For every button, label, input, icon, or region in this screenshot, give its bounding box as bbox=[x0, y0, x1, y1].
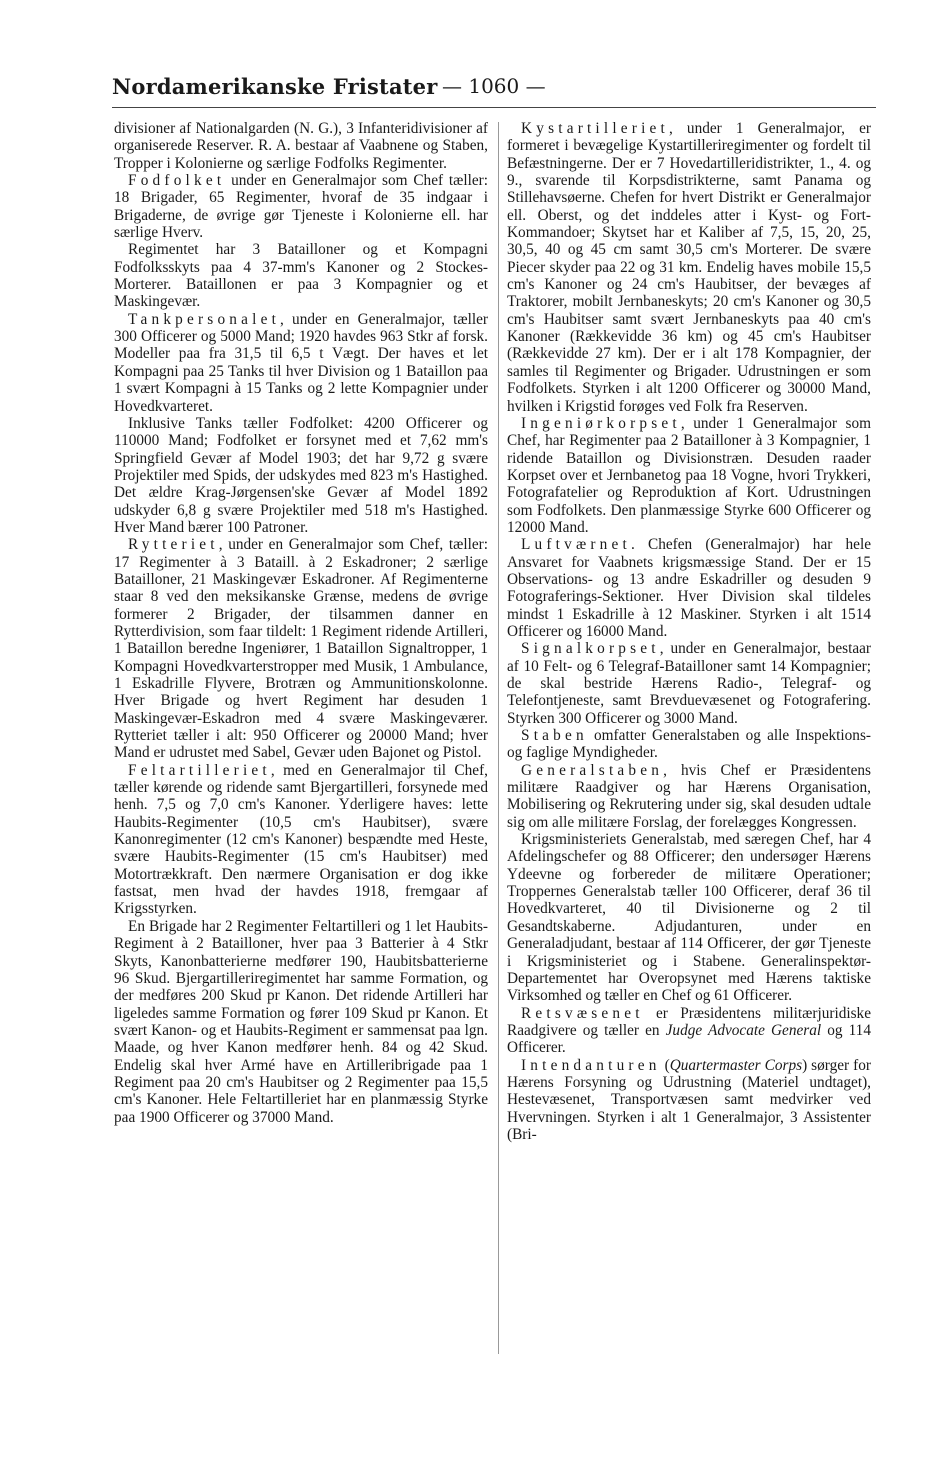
paragraph-text: , under 1 Generalmajor som Chef, har Regimenter paa 2 Batailloner à 3 Kompagnier, 1 ridende Bataillon og Divisionstræn. Desuden raader Korpset over et Jernbanetog paa 18 Vogne, hvori Trykkeri, Fotografatelier og Reproduktion af Kort. Udrustningen som Fodfolkets. Den planmæssige Styrke 600 Officerer og 12000 Mand. bbox=[507, 414, 871, 536]
right-column bbox=[507, 120, 871, 1143]
section-lead: Ingeniørkorpset bbox=[521, 414, 681, 432]
paragraph-text: under en Generalmajor som Chef tæller: 18 Brigader, 65 Regimenter, hvoraf de 35 indgaar i Brigaderne, de øvrige gør Tjeneste i Kolonierne ell. har særlige Hverv. bbox=[114, 172, 488, 242]
page-header bbox=[112, 68, 872, 108]
paragraph-text: . Chefen (Generalmajor) har hele Ansvaret for Vaabnets krigsmæssige Stand. Der er 15 Observations- og 13 andre Eskadriller og desuden 9 Fotograferings-Sektioner. Hver Division skal tildeles mindst 1 Eskadrille à 12 Maskiner. Styrken i alt 1514 Officerer og 16000 Mand. bbox=[507, 536, 871, 640]
paragraph-text: Regimentet har 3 Batailloner og et Kompagni Fodfolksskyts paa 4 37-mm's Kanoner og 2 Stockes-Morterer. Bataillonen er paa 3 Kompagnier og et Maskingevær. bbox=[114, 241, 488, 311]
paragraph-luftvaernet bbox=[507, 536, 871, 640]
section-lead: Signalkorpset bbox=[521, 640, 660, 658]
paragraph-text: omfatter Generalstaben og alle Inspektions- og faglige Myndigheder. bbox=[507, 727, 871, 762]
section-lead: Tankpersonalet bbox=[128, 310, 281, 328]
paragraph-fodfolket bbox=[114, 172, 488, 241]
paragraph-text: ) sørger for Hærens Forsyning og Udrustning (Materiel undtaget), Hestevæsenet, Transportvæsen samt medvirker ved Hvervningen. Styrken i alt 1 Generalmajor, 3 Assistenter (Bri- bbox=[507, 1056, 871, 1143]
paragraph-text: , under en Generalmajor som Chef, tæller: 17 Regimenter à 3 Bataill. à 2 Eskadroner; 2 særlige Batailloner, 21 Maskingevær Eskadroner. Af Regimenterne staar 8 ved den meksikanske Grænse, medens de øvrige formerer 2 Brigader, der tilsammen danner en Rytterdivision, som faar tildelt: 1 Regiment ridende Artilleri, 1 Bataillon beredne Ingeniører, 1 Bataillon Signaltropper, 1 Kompagni Hovedkvarterstropper med Musik, 1 Ambulance, 1 Eskadrille Flyvere, Brotræn og Ammunitionskolonne. Hver Brigade og hvert Regiment har desuden 1 Maskingevær-Eskadron med 4 svære Maskingeværer. Rytteriet tæller i alt: 950 Officerer og 20000 Mand; hver Mand er udrustet med Sabel, Gevær uden Bajonet og Pistol. bbox=[114, 536, 488, 762]
paragraph-generalstaben bbox=[507, 762, 871, 831]
section-lead: Feltartilleriet bbox=[128, 761, 271, 779]
section-lead: Intendanturen bbox=[521, 1056, 661, 1074]
paragraph-text: og 114 Officerer. bbox=[507, 1021, 871, 1057]
section-lead: Staben bbox=[521, 727, 588, 745]
paragraph-text: , under en Generalmajor, bestaar af 10 Felt- og 6 Telegraf-Batailloner samt 14 Kompagnier; de skal bestride Hærens Radio-, Telegraf- og Telefontjeneste, samt Brevduevæsenet og Fotografering. Styrken 300 Officerer og 3000 Mand. bbox=[507, 640, 871, 727]
paragraph-text: divisioner af Nationalgarden (N. G.), 3 Infanteridivisioner af organiserede Reserver. R. A. bestaar af Vaabnene og Staben, Tropper i Kolonierne og særlige Fodfolks Regimenter. bbox=[114, 120, 488, 172]
paragraph-text: Inklusive Tanks tæller Fodfolket: 4200 Officerer og 110000 Mand; Fodfolket er forsynet med et 7,62 mm's Springfield Gevær af Model 1903; det har 9,72 g svære Projektiler med Spids, der udskydes med 823 m's Hastighed. Det ældre Krag-Jørgensen'ske Gevær af Model 1892 udskyder 6,8 g svære Projektiler med 518 m's Hastighed. Hver Mand bærer 100 Patroner. bbox=[114, 414, 488, 536]
paragraph bbox=[114, 415, 488, 536]
paragraph-rytteriet bbox=[114, 536, 488, 761]
paragraph bbox=[114, 918, 488, 1126]
paragraph-text: er Præsidentens militærjuridiske Raadgivere og tæller en bbox=[507, 1004, 871, 1039]
paragraph bbox=[507, 831, 871, 1004]
paragraph-feltartilleriet bbox=[114, 762, 488, 918]
paragraph-ingeniorkorpset bbox=[507, 415, 871, 536]
paragraph-staben bbox=[507, 727, 871, 762]
paragraph-text: Krigsministeriets Generalstab, med særegen Chef, har 4 Afdelingschefer og 88 Officerer; den undersøger Hærens Ydeevne og forbereder de militære Operationer; Troppernes Generalstab tæller 100 Officerer, deraf 36 til Hovedkvarteret, 40 til Divisionerne og 2 til Gesandtskaberne. Adjudanturen, under en Generaladjudant, bestaar af 114 Officerer, der gør Tjeneste i Krigsministeriet og i Stabene. Generalinspektør-Departementet har Overopsynet med Hærens taktiske Virksomhed og tæller en Chef og 61 Officerer. bbox=[507, 831, 871, 1005]
paragraph bbox=[114, 241, 488, 310]
paragraph-signalkorpset bbox=[507, 640, 871, 727]
paragraph-intendanturen bbox=[507, 1057, 871, 1144]
page-number: — 1060 — bbox=[442, 74, 546, 98]
paragraph bbox=[114, 120, 488, 172]
section-lead: Retsvæsenet bbox=[521, 1004, 644, 1022]
italic-term: Quartermaster Corps bbox=[669, 1056, 803, 1074]
paragraph-retsvaesenet bbox=[507, 1005, 871, 1057]
section-lead: Luftværnet bbox=[521, 536, 631, 554]
paragraph-text: , med en Generalmajor til Chef, tæller kørende og ridende samt Bjergartilleri, forsynede med henh. 7,5 og 7,0 cm's Kanoner. Yderligere haves: lette Haubits-Regimenter (10,5 cm's Haubitser), svære Kanonregimenter (12 cm's Kanoner) bespændte med Heste, svære Haubits-Regimenter (15 cm's Haubitser) med Motortrækkraft. Den nærmere Organisation er dog ikke fastsat, men hvad der havdes 1918, fremgaar af Krigsstyrken. bbox=[114, 761, 488, 918]
page-title: Nordamerikanske Fristater bbox=[112, 74, 438, 99]
left-column bbox=[114, 120, 488, 1126]
paragraph-kystartilleriet bbox=[507, 120, 871, 415]
paragraph-text: , hvis Chef er Præsidentens militære Raadgiver og har Hærens Organisation, Mobilisering og Rekrutering under sig, skal desuden udtale sig om alle militære Forslag, der forelægges Kongressen. bbox=[507, 761, 871, 831]
column-divider bbox=[498, 122, 499, 1354]
section-lead: Rytteriet bbox=[128, 536, 219, 554]
paragraph-text: En Brigade har 2 Regimenter Feltartilleri og 1 let Haubits-Regiment à 2 Batailloner, hver paa 3 Batterier à 4 Stkr Skyts, Kanonbatterierne medfører 190, Haubitsbatterierne 96 Skud. Bjergartilleriregimentet har samme Formation, og der medføres 200 Skud pr Kanon. Det ridende Artilleri har ligeledes samme Formation og fører 109 Skud pr Kanon. Et svært Kanon- og et Haubits-Regiment er sammensat paa lgn. Maade, og hver Kanon medfører henh. 84 og 42 Skud. Endelig skal hver Armé have en Artilleribrigade paa 1 Regiment paa 20 cm's Haubitser og 2 Regimenter paa 15,5 cm's Kanoner. Hele Feltartilleriet har en planmæssig Styrke paa 1900 Officerer og 37000 Mand. bbox=[114, 917, 488, 1126]
paragraph-text: , under en Generalmajor, tæller 300 Officerer og 5000 Mand; 1920 havdes 963 Stkr af forsk. Modeller paa fra 31,5 til 6,5 t Vægt. Der haves et let Kompagni paa 25 Tanks til hver Division og 1 Bataillon paa 1 svært Kompagni à 15 Tanks og 2 lette Kompagnier under Hovedkvarteret. bbox=[114, 310, 488, 415]
paragraph-text: ( bbox=[660, 1056, 670, 1074]
paragraph-tankpersonalet bbox=[114, 311, 488, 415]
italic-term: Judge Advocate General bbox=[665, 1021, 822, 1039]
section-lead: Kystartilleriet bbox=[521, 120, 669, 137]
section-lead: Fodfolket bbox=[128, 172, 226, 190]
paragraph-text: , under 1 Generalmajor, er formeret i bevægelige Kystartilleriregimenter og fordelt til Befæstningerne. Der er 7 Hovedartilleridistrikter, 1., 4. og 9., svarende til Korpsdistrikterne, samt Panama og Stillehavsøerne. Chefen for hvert Distrikt er Generalmajor ell. Oberst, og det inddeles atter i Kyst- og Fort-Kommandoer; Skytset har et Kaliber af 7,5, 15, 20, 25, 30,5, 40 og 45 cm samt 30,5 cm's Morterer. De svære Piecer skyder paa 22 og 31 km. Endelig haves mobile 15,5 cm's Kanoner og 24 cm's Haubitser, der bevæges af Traktorer, mobilt Jernbaneskyts; 20 cm's Kanoner og 30,5 cm's Haubitser samt svært Jernbaneskyts paa 40 cm's Kanoner (Rækkevidde 36 km) og 45 cm's Haubitser (Rækkevidde 27 km). Der er i alt 178 Kompagnier, der samles til Regimenter og Brigader. Udrustningen er som Fodfolkets. Styrken i alt 1200 Officerer og 30000 Mand, hvilken i Krigstid forøges ved Folk fra Reserven. bbox=[507, 120, 871, 415]
section-lead: Generalstaben bbox=[521, 761, 664, 779]
header-rule bbox=[112, 107, 876, 108]
